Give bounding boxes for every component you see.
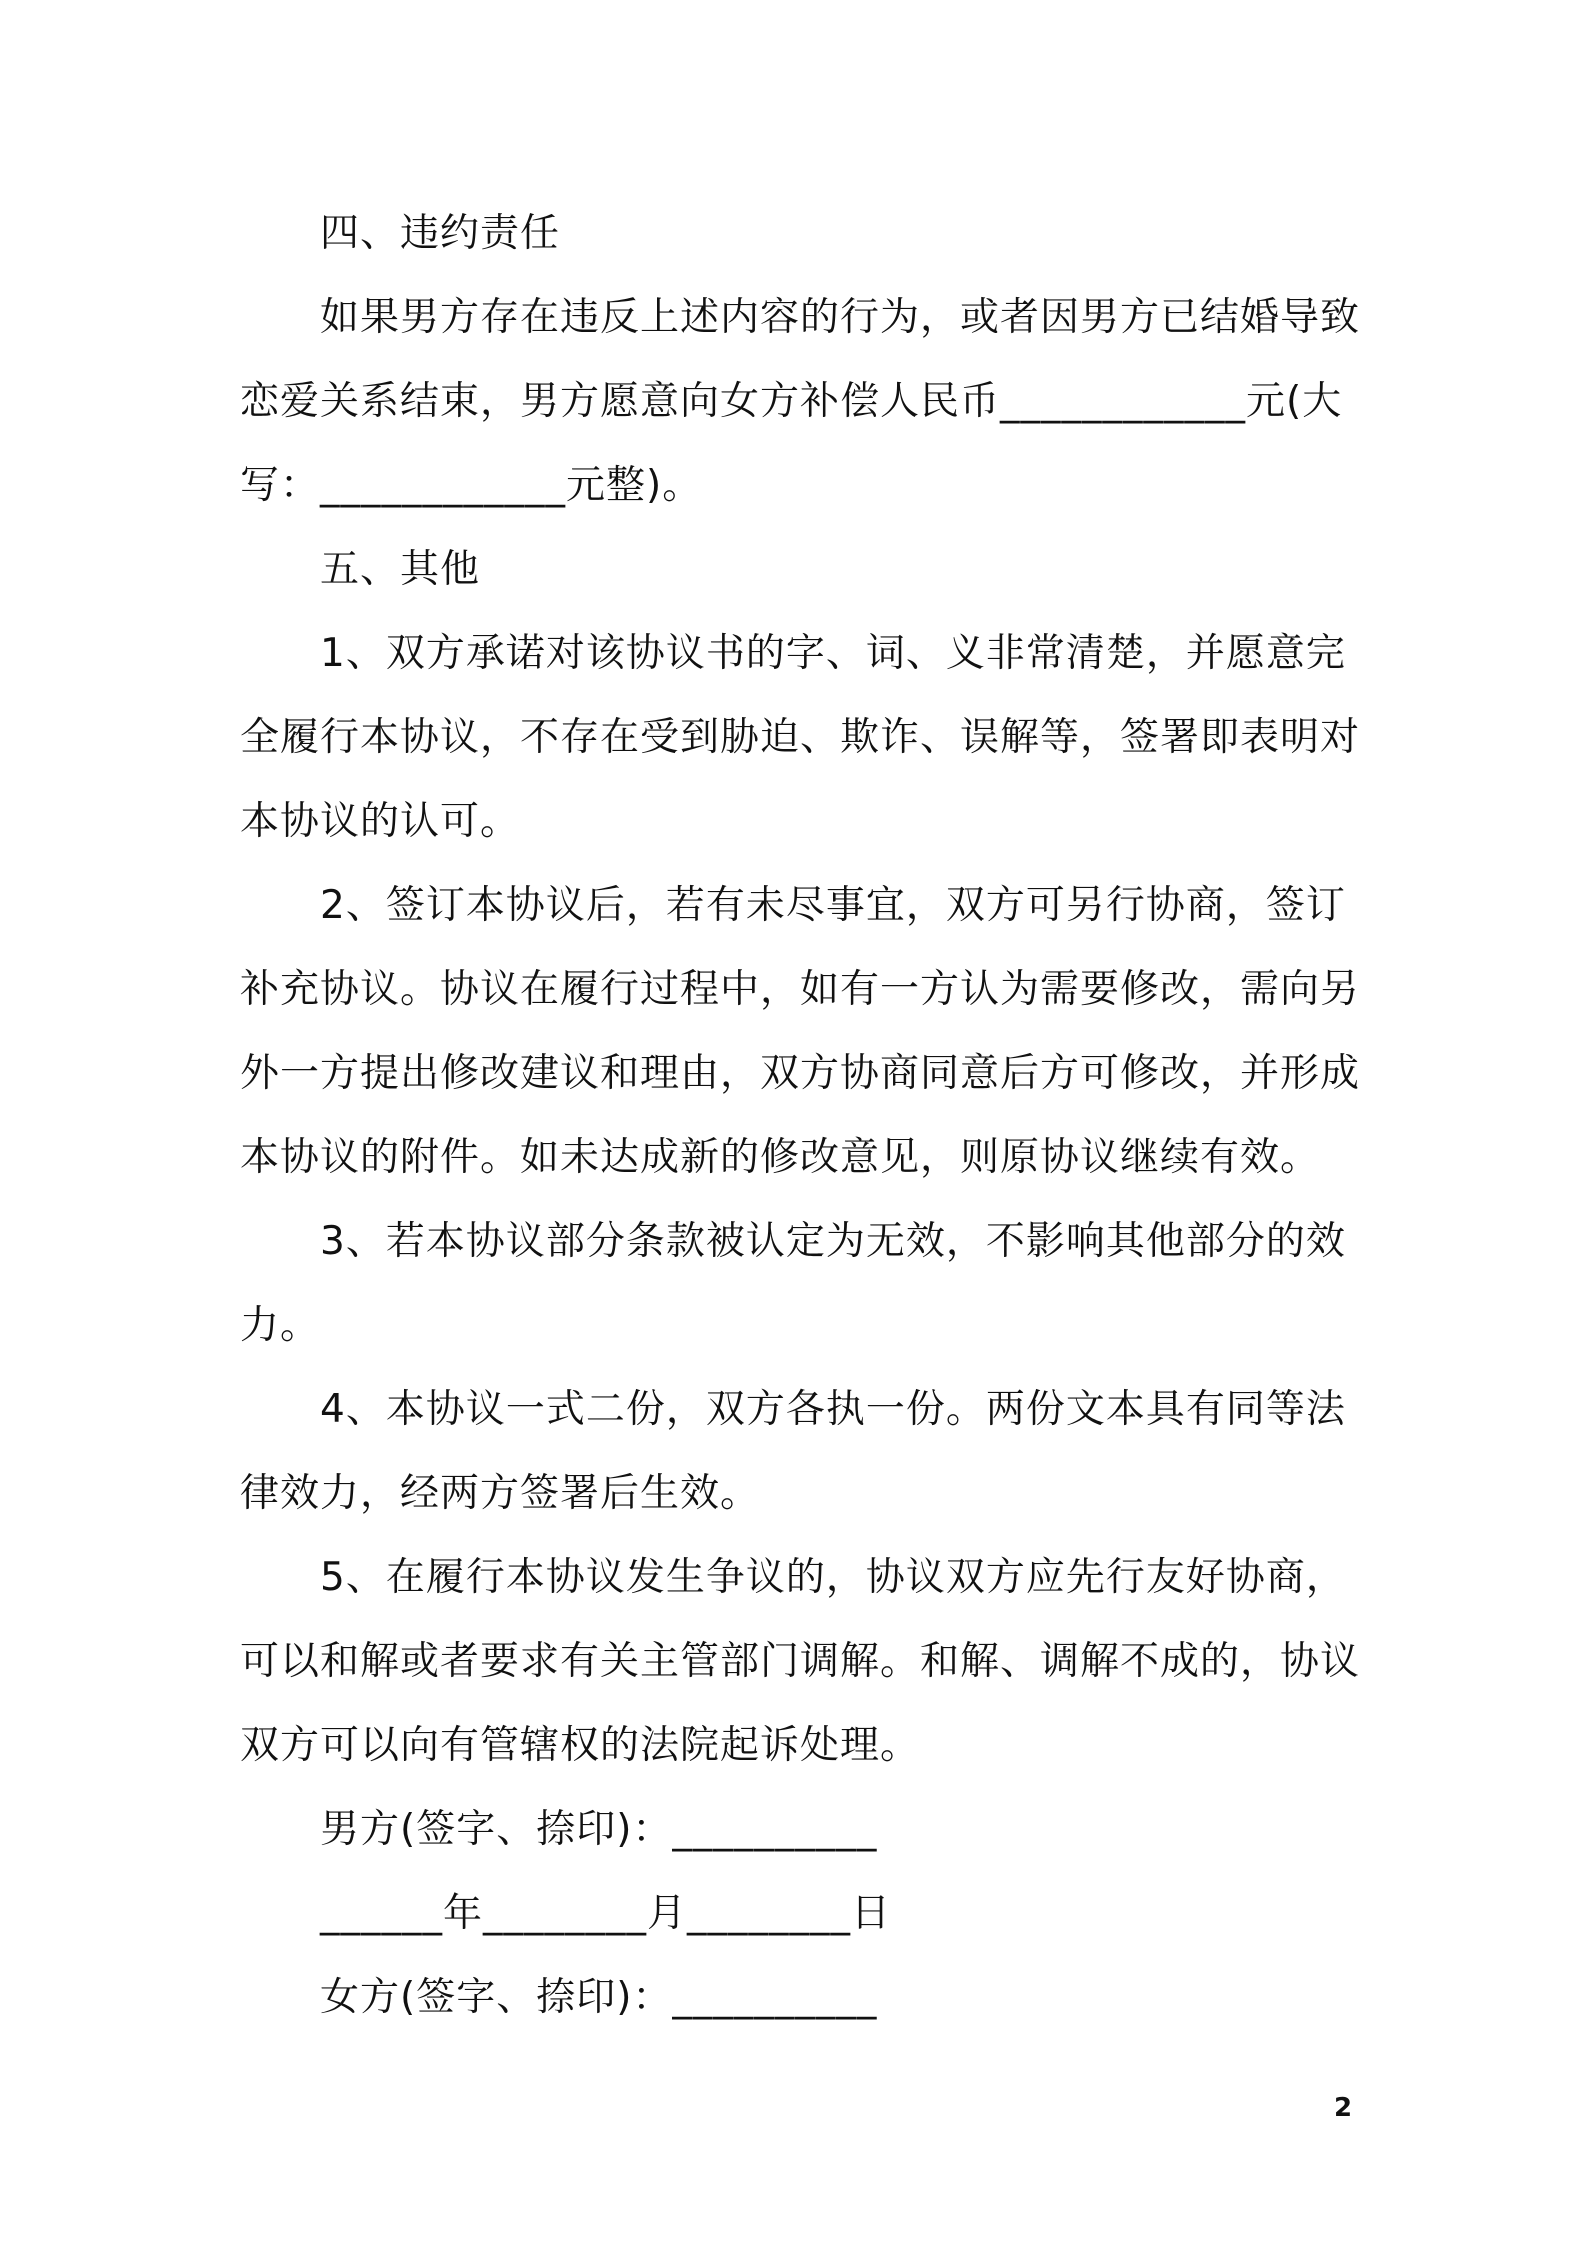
clause-4-line: 4、本协议一式二份，双方各执一份。两份文本具有同等法 bbox=[320, 1387, 1346, 1432]
female-signature-line: 女方(签字、捺印)：__________ bbox=[320, 1975, 878, 2020]
clause-2-line: 外一方提出修改建议和理由，双方协商同意后方可修改，并形成 bbox=[240, 1051, 1361, 1096]
clause-5-line: 5、在履行本协议发生争议的，协议双方应先行友好协商， bbox=[320, 1555, 1346, 1600]
clause-4-line: 律效力，经两方签署后生效。 bbox=[240, 1471, 761, 1516]
clause-5-line: 双方可以向有管辖权的法院起诉处理。 bbox=[240, 1723, 921, 1768]
clause-5-line: 可以和解或者要求有关主管部门调解。和解、调解不成的，协议 bbox=[240, 1639, 1361, 1684]
clause-3-line: 3、若本协议部分条款被认定为无效，不影响其他部分的效 bbox=[320, 1219, 1346, 1264]
clause-2-line: 2、签订本协议后，若有未尽事宜，双方可另行协商，签订 bbox=[320, 883, 1346, 928]
clause-2-line: 补充协议。协议在履行过程中，如有一方认为需要修改，需向另 bbox=[240, 967, 1361, 1012]
section-heading-other: 五、其他 bbox=[320, 547, 481, 592]
breach-paragraph-line: 恋爱关系结束，男方愿意向女方补偿人民币____________元(大 bbox=[240, 379, 1343, 424]
document-body bbox=[240, 192, 1360, 2040]
breach-paragraph-line: 写：____________元整)。 bbox=[240, 463, 703, 508]
clause-1-line: 全履行本协议，不存在受到胁迫、欺诈、误解等，签署即表明对 bbox=[240, 715, 1361, 760]
clause-3-line: 力。 bbox=[240, 1303, 321, 1348]
breach-paragraph-line: 如果男方存在违反上述内容的行为，或者因男方已结婚导致 bbox=[320, 295, 1361, 340]
page-number: 2 bbox=[1334, 2093, 1353, 2123]
section-heading-breach: 四、违约责任 bbox=[320, 211, 561, 256]
clause-2-line: 本协议的附件。如未达成新的修改意见，则原协议继续有效。 bbox=[240, 1135, 1321, 1180]
clause-1-line: 1、双方承诺对该协议书的字、词、义非常清楚，并愿意完 bbox=[320, 631, 1346, 676]
signature-date-line: ______年________月________日 bbox=[320, 1891, 892, 1936]
male-signature-line: 男方(签字、捺印)：__________ bbox=[320, 1807, 878, 1852]
clause-1-line: 本协议的认可。 bbox=[240, 799, 521, 844]
